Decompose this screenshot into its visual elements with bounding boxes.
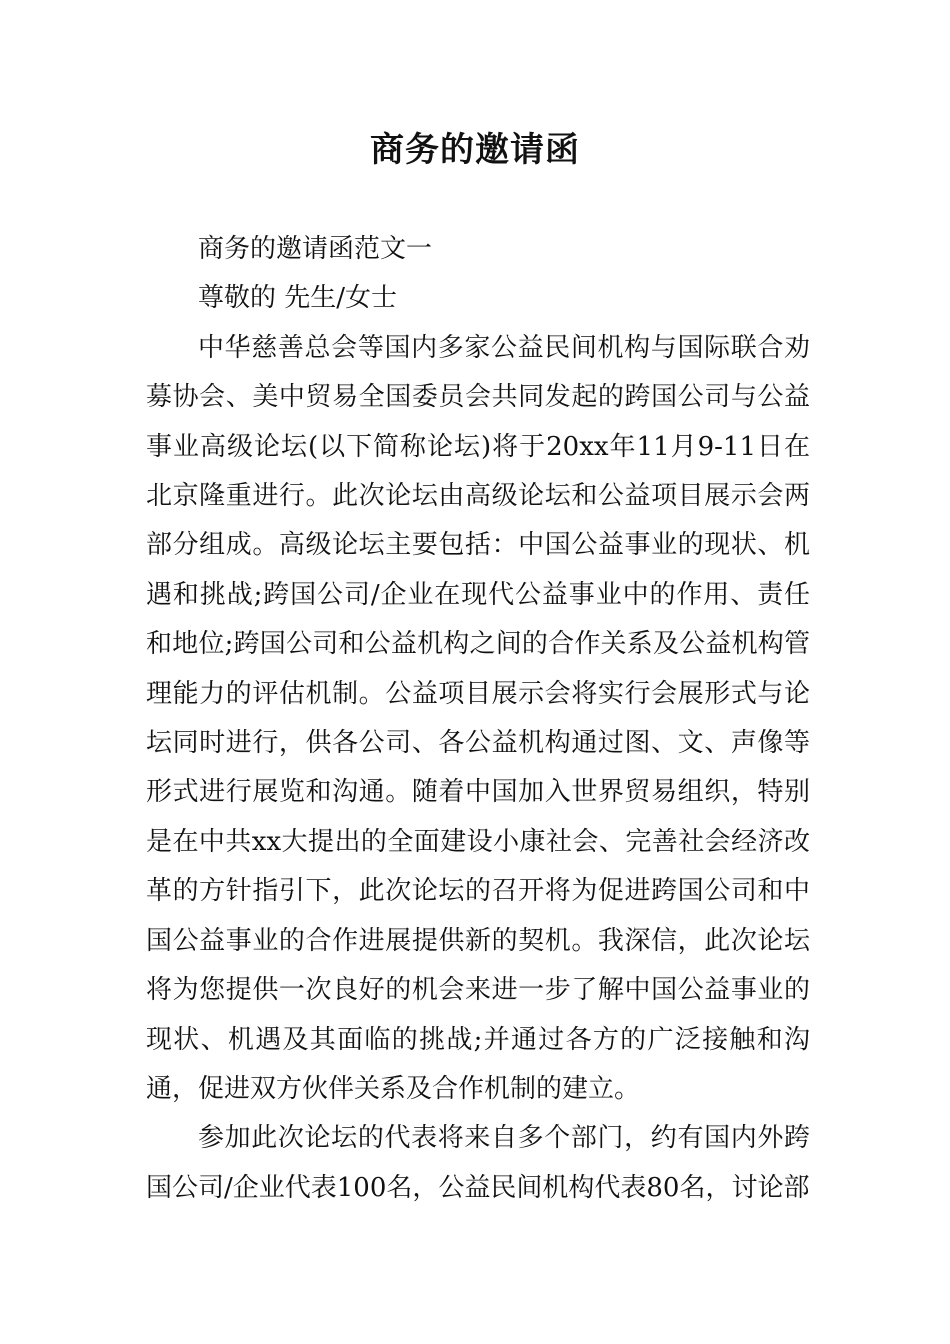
document-title: 商务的邀请函 <box>370 130 580 170</box>
document-body <box>146 225 810 1213</box>
subtitle-line: 商务的邀请函范文一 <box>198 234 433 264</box>
body-paragraph-2: 参加此次论坛的代表将来自多个部门，约有国内外跨国公司/企业代表100名，公益民间机构代表80名，讨论部 <box>146 1123 810 1203</box>
salutation-line: 尊敬的 先生/女士 <box>198 283 398 314</box>
body-paragraph-1: 中华慈善总会等国内多家公益民间机构与国际联合劝募协会、美中贸易全国委员会共同发起的跨国公司与公益事业高级论坛(以下简称论坛)将于20xx年11月9-11日在北京隆重进行。此次论坛由高级论坛和公益项目展示会两部分组成。高级论坛主要包括：中国公益事业的现状、机遇和挑战;跨国公司/企业在现代公益事业中的作用、责任和地位;跨国公司和公益机构之间的合作关系及公益机构管理能力的评估机制。公益项目展示会将实行会展形式与论坛同时进行，供各公司、各公益机构通过图、文、声像等形式进行展览和沟通。随着中国加入世界贸易组织，特别是在中共xx大提出的全面建设小康社会、完善社会经济改革的方针指引下，此次论坛的召开将为促进跨国公司和中国公益事业的合作进展提供新的契机。我深信，此次论坛将为您提供一次良好的机会来进一步了解中国公益事业的现状、机遇及其面临的挑战;并通过各方的广泛接触和沟通，促进双方伙伴关系及合作机制的建立。 <box>146 332 810 1104</box>
